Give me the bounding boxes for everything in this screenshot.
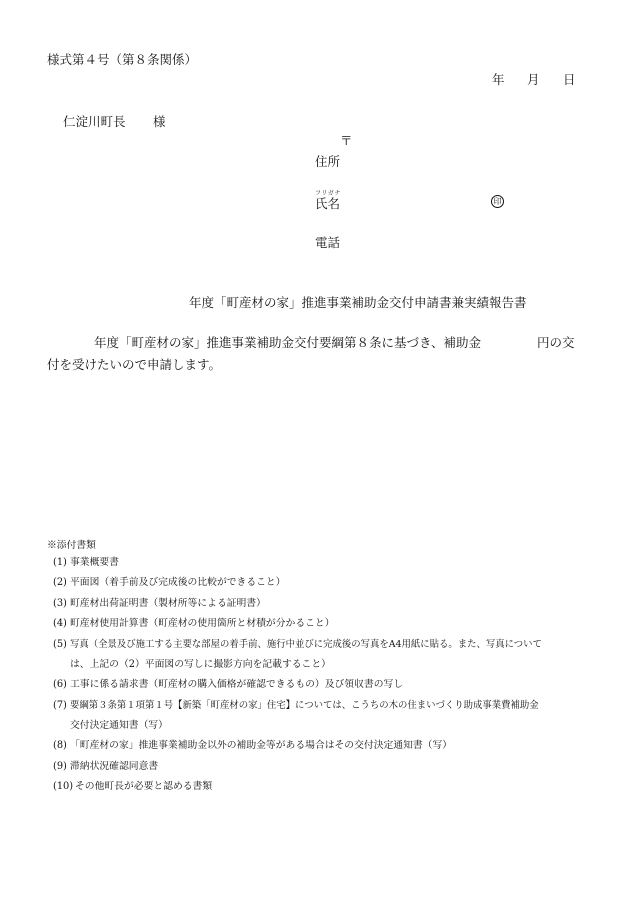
item-text: 平面図（着手前及び完成後の比較ができること） — [70, 577, 286, 588]
item-number: (6) — [53, 679, 67, 690]
seal-mark: 印 — [491, 195, 504, 208]
item-number: (7) — [53, 700, 67, 711]
phone-label: 電話 — [315, 235, 341, 250]
date-month: 月 — [527, 72, 540, 87]
address-label: 住所 — [315, 154, 341, 169]
list-item — [53, 696, 539, 716]
item-text: 「町産材の家」推進事業補助金以外の補助金等がある場合はその交付決定通知書（写） — [70, 740, 453, 751]
item-text: 写真（全景及び施工する主要な部屋の着手前、施行中並びに完成後の写真をA4用紙に貼る。また、写真について — [70, 639, 542, 650]
list-item — [53, 757, 159, 777]
item-text: その他町長が必要と認める書類 — [75, 781, 213, 792]
date-year: 年 — [492, 72, 505, 87]
name-label: 氏名 — [315, 196, 341, 211]
addressee-honorific: 様 — [153, 114, 166, 129]
list-item-continuation — [70, 716, 168, 736]
list-item — [53, 736, 453, 756]
list-item — [53, 777, 213, 797]
item-number: (9) — [53, 761, 67, 772]
postal-mark: 〒 — [340, 133, 353, 148]
item-number: (5) — [53, 639, 67, 650]
item-number: (4) — [53, 618, 67, 629]
item-number: (8) — [53, 740, 67, 751]
list-item — [53, 553, 119, 573]
item-number: (3) — [53, 598, 67, 609]
item-number: (1) — [53, 557, 67, 568]
item-text: 事業概要書 — [70, 557, 119, 568]
item-text: 滞納状況確認同意書 — [70, 761, 159, 772]
body-line2: 付を受けたいので申請します。 — [47, 357, 222, 372]
list-item — [53, 614, 335, 634]
attachments-heading: ※添付書類 — [47, 540, 96, 551]
item-number: (10) — [53, 781, 74, 792]
body-line1-before: 年度「町産材の家」推進事業補助金交付要綱第８条に基づき、補助金 — [94, 335, 482, 350]
list-item — [53, 573, 286, 593]
item-text: 要綱第３条第１項第１号【新築「町産材の家」住宅】については、こうちの木の住まいづくり助成事業費補助金 — [70, 700, 539, 711]
item-text: 町産材出荷証明書（製材所等による証明書） — [70, 598, 266, 609]
form-number: 様式第４号（第８条関係） — [47, 52, 198, 67]
list-item — [53, 675, 404, 695]
item-text: 工事に係る請求書（町産材の購入価格が確認できるもの）及び領収書の写し — [70, 679, 404, 690]
item-continuation-text: は、上記の（2）平面図の写しに撮影方向を記載すること） — [70, 659, 331, 670]
name-furigana: フリガナ — [315, 190, 341, 197]
item-continuation-text: 交付決定通知書（写） — [70, 720, 168, 731]
document-title: 年度「町産材の家」推進事業補助金交付申請書兼実績報告書 — [189, 295, 527, 310]
addressee-name: 仁淀川町長 — [63, 114, 126, 129]
list-item — [53, 635, 542, 655]
list-item — [53, 594, 266, 614]
list-item-continuation — [70, 655, 331, 675]
item-number: (2) — [53, 577, 67, 588]
date-day: 日 — [563, 72, 576, 87]
body-line1-after: 円の交 — [537, 335, 575, 350]
item-text: 町産材使用計算書（町産材の使用箇所と材積が分かること） — [70, 618, 335, 629]
